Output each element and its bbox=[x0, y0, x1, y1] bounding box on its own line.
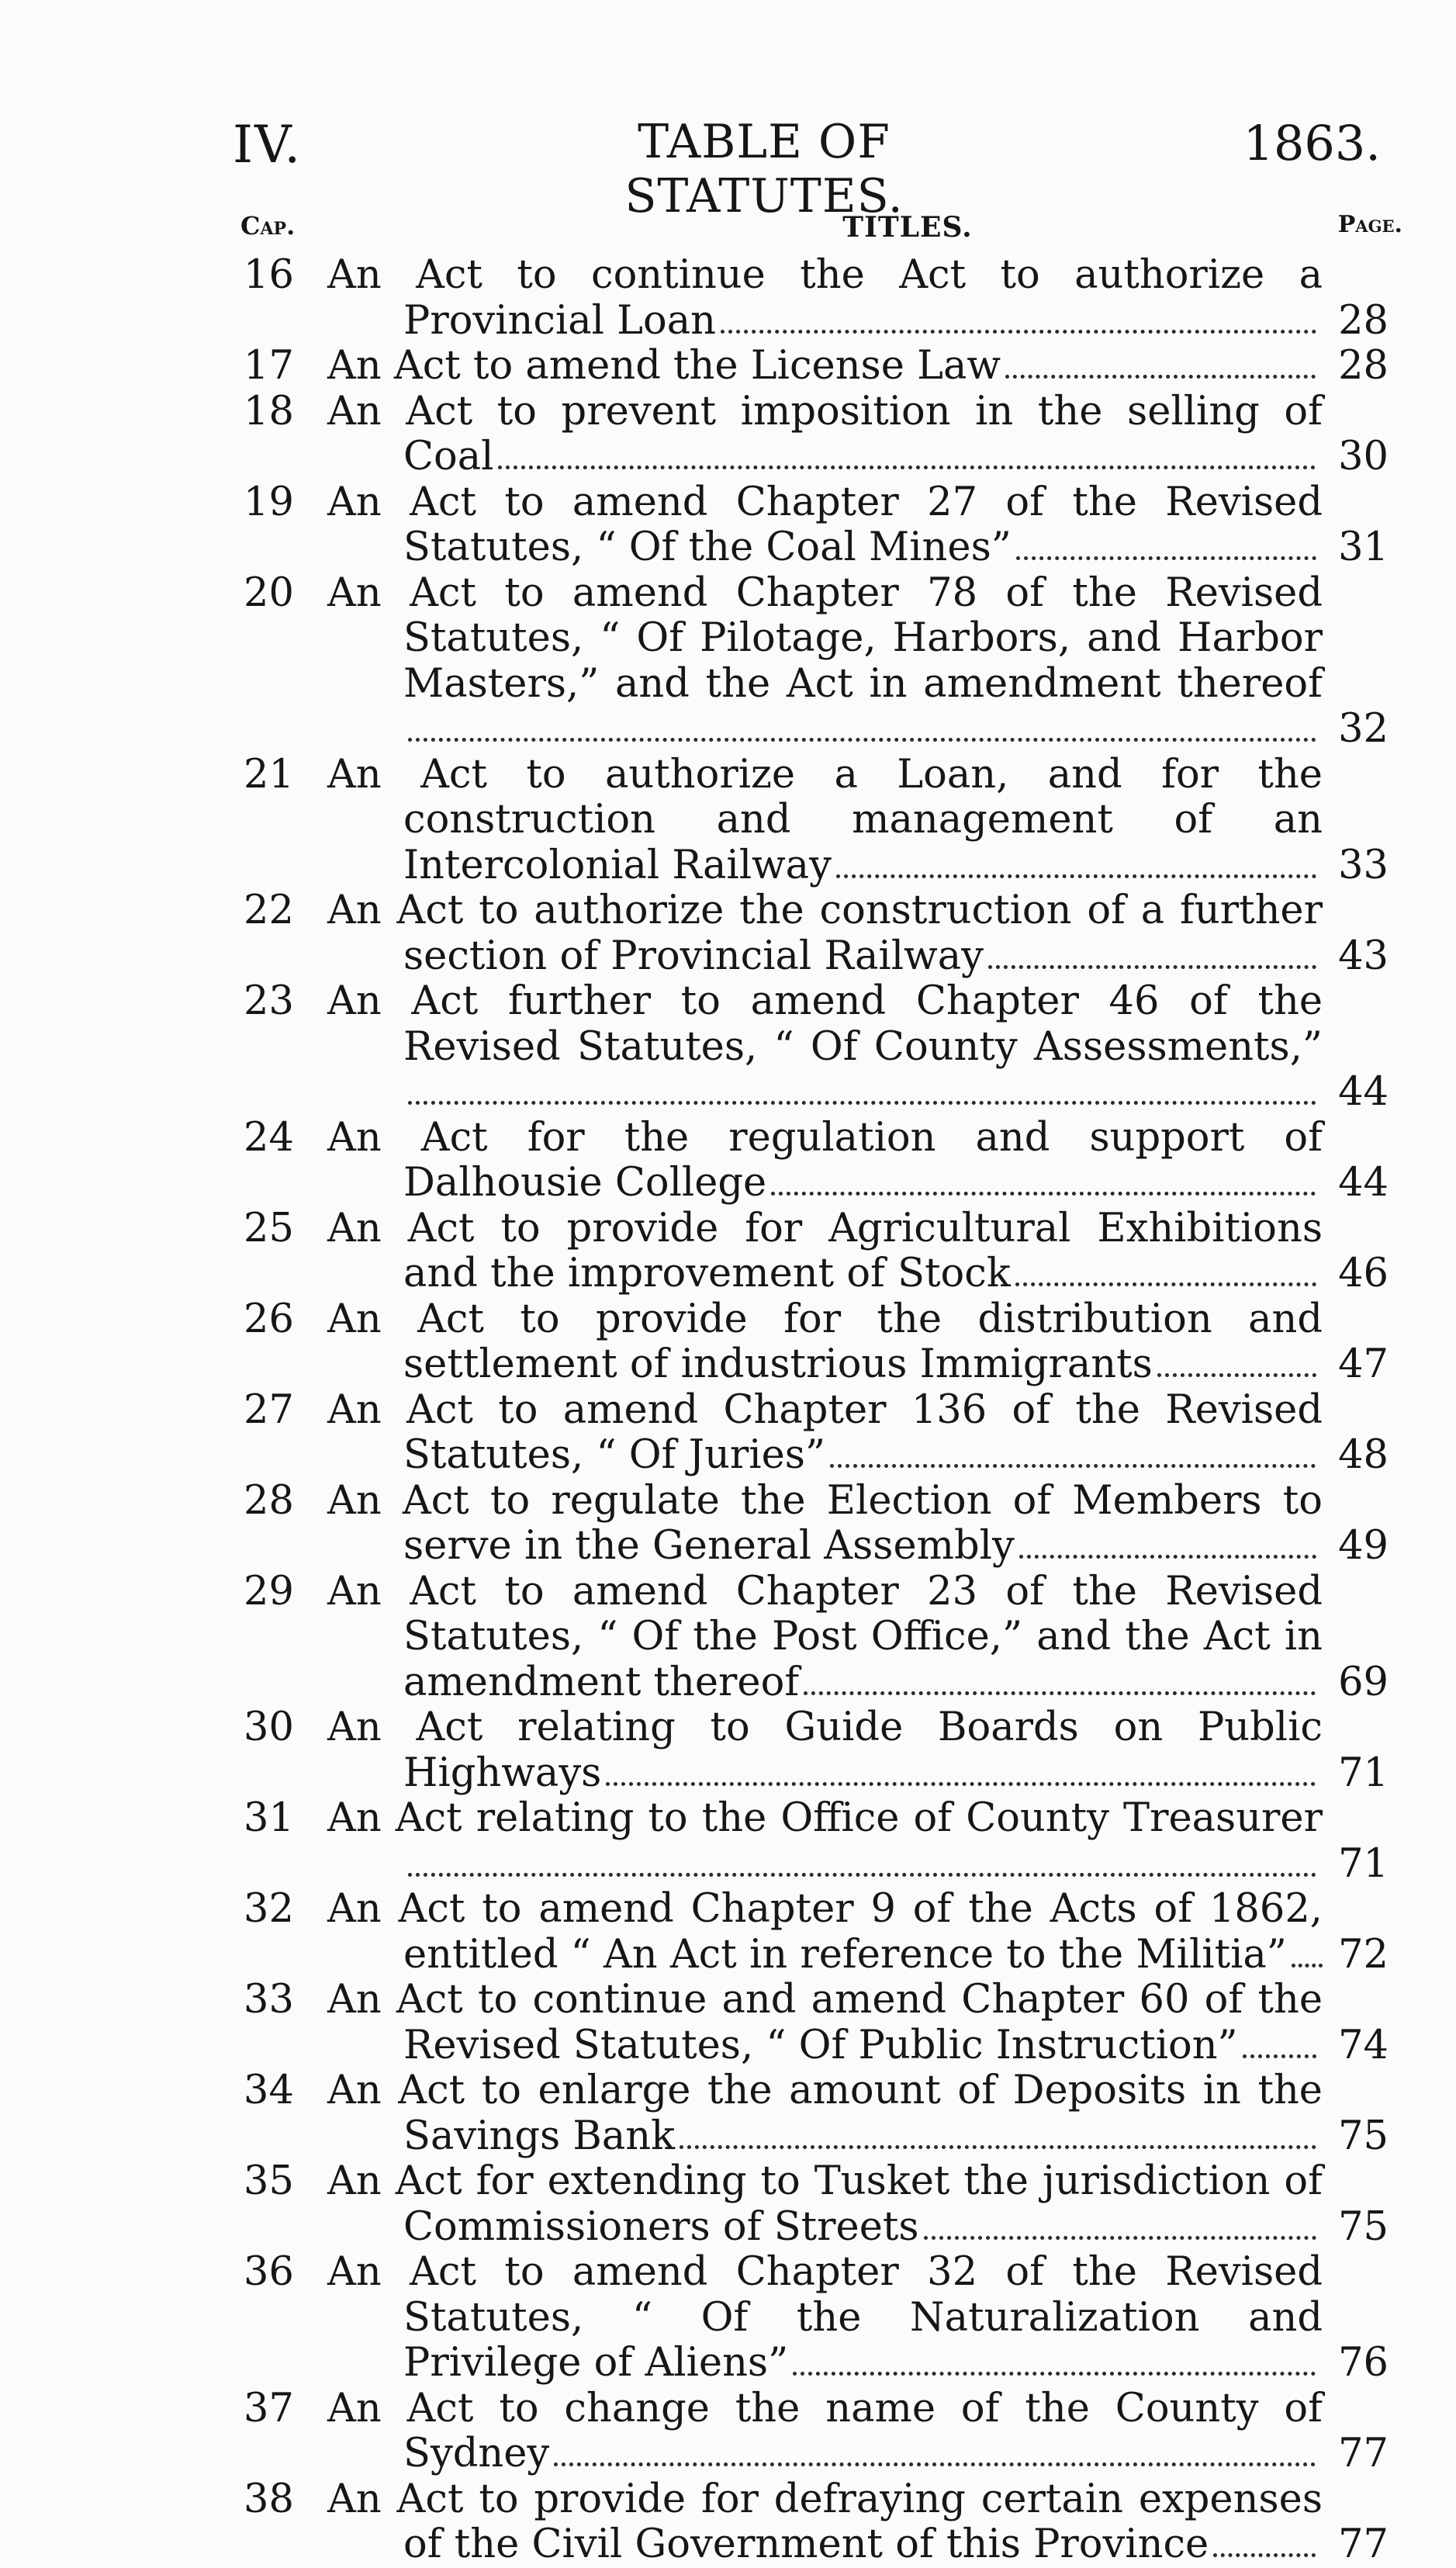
statute-entry bbox=[233, 1206, 1412, 1297]
running-head bbox=[233, 115, 1396, 223]
dot-leader bbox=[408, 1090, 1316, 1105]
chapter-number: 38 bbox=[244, 2476, 294, 2522]
page-number: 77 bbox=[1338, 2431, 1389, 2476]
statute-title: An Act for the regulation and support of Dalhousie College bbox=[327, 1114, 1323, 1206]
page-number: 75 bbox=[1338, 2113, 1389, 2159]
page-number: 28 bbox=[1338, 343, 1389, 389]
dot-leader bbox=[408, 727, 1316, 742]
statute-title: An Act to provide for the distribution and settlement of industrious Immigrants bbox=[327, 1296, 1323, 1387]
chapter-number: 25 bbox=[244, 1205, 294, 1251]
statute-title-line bbox=[327, 1116, 1323, 1206]
chapter-number: 21 bbox=[244, 751, 294, 798]
chapter-number: 37 bbox=[244, 2385, 294, 2431]
statute-entry bbox=[233, 888, 1412, 979]
statute-entry bbox=[233, 2386, 1412, 2477]
chapter-number: 18 bbox=[244, 388, 294, 434]
dot-leader bbox=[1019, 1544, 1316, 1559]
statute-title: An Act to amend Chapter 9 of the Acts of 1862, entitled “ An Act in reference to the Militia” bbox=[327, 1886, 1323, 1978]
dot-leader bbox=[498, 455, 1316, 469]
statute-entry bbox=[233, 571, 1412, 753]
statute-title: An Act to continue and amend Chapter 60 of the Revised Statutes, “ Of Public Instruction” bbox=[327, 1977, 1323, 2068]
statute-entry bbox=[233, 1705, 1412, 1796]
statute-title-line bbox=[327, 1479, 1323, 1570]
page-column-header: Page. bbox=[1337, 211, 1402, 238]
statute-list bbox=[233, 253, 1412, 2568]
dot-leader bbox=[680, 2134, 1316, 2149]
statute-entry bbox=[233, 1116, 1412, 1206]
page-number: 76 bbox=[1338, 2340, 1389, 2386]
year: 1863. bbox=[1243, 115, 1381, 171]
chapter-number: 31 bbox=[244, 1795, 294, 1841]
chapter-number: 26 bbox=[244, 1296, 294, 1342]
page-number: 72 bbox=[1338, 1931, 1389, 1978]
statute-title: An Act to change the name of the County of Sydney bbox=[327, 2385, 1323, 2476]
chapter-number: 17 bbox=[244, 343, 294, 389]
statute-entry bbox=[233, 2159, 1412, 2250]
statute-title: An Act to amend Chapter 136 of the Revised Statutes, “ Of Juries” bbox=[327, 1386, 1323, 1478]
dot-leader bbox=[924, 2225, 1316, 2240]
statute-title: An Act to provide for Agricultural Exhibitions and the improvement of Stock bbox=[327, 1205, 1323, 1296]
page-number: 71 bbox=[1338, 1840, 1389, 1887]
statute-title: An Act to amend Chapter 78 of the Revised Statutes, “ Of Pilotage, Harbors, and Harbor Masters,” and the Act in amendment thereof bbox=[327, 569, 1323, 707]
page-number: 33 bbox=[1338, 842, 1389, 888]
cap-column-header: Cap. bbox=[240, 211, 296, 241]
chapter-number: 36 bbox=[244, 2249, 294, 2295]
statute-entry bbox=[233, 1388, 1412, 1479]
chapter-number: 19 bbox=[244, 479, 294, 525]
statute-title-line bbox=[327, 2068, 1323, 2159]
statute-title: An Act relating to the Office of County Treasurer bbox=[327, 1795, 1323, 1841]
chapter-number: 28 bbox=[244, 1477, 294, 1524]
page-number: 47 bbox=[1338, 1341, 1389, 1387]
dot-leader bbox=[830, 1453, 1316, 1468]
statute-title-line bbox=[327, 1297, 1323, 1388]
statute-entry bbox=[233, 1887, 1412, 1978]
page-number: 71 bbox=[1338, 1749, 1389, 1796]
statute-title: An Act further to amend Chapter 46 of the Revised Statutes, “ Of County Assessments,” bbox=[327, 978, 1323, 1070]
statute-title: An Act to authorize the construction of a further section of Provincial Railway bbox=[327, 888, 1323, 979]
statute-entry bbox=[233, 389, 1412, 480]
dot-leader bbox=[721, 319, 1316, 334]
statute-title-line bbox=[327, 1796, 1323, 1887]
dot-leader bbox=[1157, 1362, 1316, 1377]
page-number: 49 bbox=[1338, 1523, 1389, 1569]
statute-title-line bbox=[327, 253, 1323, 344]
dot-leader bbox=[554, 2452, 1316, 2466]
statute-title: An Act to amend Chapter 23 of the Revised Statutes, “ Of the Post Office,” and the Act in amendment thereof bbox=[327, 1568, 1323, 1705]
statute-title-line bbox=[327, 753, 1323, 889]
dot-leader bbox=[771, 1181, 1316, 1196]
page-number: 75 bbox=[1338, 2203, 1389, 2250]
titles-column-header: TITLES. bbox=[842, 211, 973, 244]
statute-entry bbox=[233, 1479, 1412, 1570]
page-number: 44 bbox=[1338, 1069, 1389, 1115]
statute-entry bbox=[233, 1570, 1412, 1706]
statute-title-line bbox=[327, 480, 1323, 571]
page-number: 30 bbox=[1338, 434, 1389, 479]
statute-entry bbox=[233, 2068, 1412, 2159]
statute-title-line bbox=[327, 571, 1323, 753]
page-number: 69 bbox=[1338, 1659, 1389, 1705]
dot-leader bbox=[1015, 1272, 1316, 1286]
statute-title: An Act to enlarge the amount of Deposits in the Savings Bank bbox=[327, 2068, 1323, 2159]
statute-title: An Act to prevent imposition in the selling of Coal bbox=[327, 388, 1323, 479]
statute-entry bbox=[233, 1297, 1412, 1388]
page-number: 44 bbox=[1338, 1160, 1389, 1206]
statute-entry bbox=[233, 979, 1412, 1116]
page-number: 74 bbox=[1338, 2022, 1389, 2068]
dot-leader bbox=[836, 863, 1316, 878]
page-number: 28 bbox=[1338, 297, 1389, 344]
page-number: 77 bbox=[1338, 2521, 1389, 2567]
statute-title: An Act relating to Guide Boards on Public Highways bbox=[327, 1705, 1323, 1796]
statute-entry bbox=[233, 253, 1412, 344]
statute-title-line bbox=[327, 344, 1323, 389]
statute-title: An Act to regulate the Election of Members to serve in the General Assembly bbox=[327, 1477, 1323, 1569]
statute-title: An Act to provide for defraying certain expenses of the Civil Government of this Province bbox=[327, 2476, 1323, 2567]
dot-leader bbox=[988, 954, 1316, 969]
column-headers bbox=[233, 211, 1412, 250]
dot-leader bbox=[1213, 2542, 1316, 2557]
chapter-number: 32 bbox=[244, 1886, 294, 1932]
statute-title-line bbox=[327, 389, 1323, 480]
statute-title: An Act to amend the License Law bbox=[327, 343, 1001, 389]
page-number: 31 bbox=[1338, 524, 1389, 570]
chapter-number: 27 bbox=[244, 1386, 294, 1433]
chapter-number: 35 bbox=[244, 2158, 294, 2204]
page-title: TABLE OF STATUTES. bbox=[624, 115, 904, 223]
statute-title-line bbox=[327, 1570, 1323, 1706]
page-number: 43 bbox=[1338, 933, 1389, 979]
chapter-number: 22 bbox=[244, 888, 294, 933]
chapter-number: 24 bbox=[244, 1114, 294, 1161]
statute-title-line bbox=[327, 2477, 1323, 2568]
page-number: 32 bbox=[1338, 706, 1389, 752]
statute-title-line bbox=[327, 2159, 1323, 2250]
statute-entry bbox=[233, 1796, 1412, 1887]
statute-title: An Act to continue the Act to authorize a Provincial Loan bbox=[327, 252, 1323, 344]
statute-title-line bbox=[327, 2250, 1323, 2386]
statute-title-line bbox=[327, 1206, 1323, 1297]
dot-leader bbox=[1292, 1953, 1323, 1968]
dot-leader bbox=[793, 2361, 1316, 2376]
page-number: 46 bbox=[1338, 1251, 1389, 1296]
statute-title-line bbox=[327, 2386, 1323, 2477]
statute-entry bbox=[233, 753, 1412, 889]
statute-title: An Act to amend Chapter 27 of the Revised Statutes, “ Of the Coal Mines” bbox=[327, 479, 1323, 570]
section-numeral: IV. bbox=[233, 115, 303, 175]
statute-title-line bbox=[327, 1887, 1323, 1978]
statute-title-line bbox=[327, 1978, 1323, 2068]
dot-leader bbox=[1005, 364, 1316, 379]
statute-entry bbox=[233, 2477, 1412, 2568]
chapter-number: 16 bbox=[244, 252, 294, 298]
statute-title-line bbox=[327, 888, 1323, 979]
dot-leader bbox=[408, 1862, 1316, 1877]
statute-title: An Act for extending to Tusket the jurisdiction of Commissioners of Streets bbox=[327, 2158, 1323, 2250]
statute-entry bbox=[233, 344, 1412, 389]
chapter-number: 34 bbox=[244, 2068, 294, 2113]
chapter-number: 23 bbox=[244, 978, 294, 1024]
statute-title: An Act to authorize a Loan, and for the construction and management of an Intercolonial Railway bbox=[327, 751, 1323, 888]
chapter-number: 30 bbox=[244, 1705, 294, 1750]
statute-title-line bbox=[327, 979, 1323, 1116]
chapter-number: 29 bbox=[244, 1568, 294, 1615]
dot-leader bbox=[606, 1771, 1316, 1786]
statute-title-line bbox=[327, 1388, 1323, 1479]
dot-leader bbox=[1243, 2044, 1316, 2058]
statute-title-line bbox=[327, 1705, 1323, 1796]
statute-entry bbox=[233, 480, 1412, 571]
statute-entry bbox=[233, 2250, 1412, 2386]
chapter-number: 20 bbox=[244, 569, 294, 616]
page-number: 48 bbox=[1338, 1432, 1389, 1478]
dot-leader bbox=[804, 1680, 1316, 1695]
dot-leader bbox=[1016, 545, 1316, 560]
statute-entry bbox=[233, 1978, 1412, 2068]
chapter-number: 33 bbox=[244, 1977, 294, 2023]
statute-title: An Act to amend Chapter 32 of the Revised Statutes, “ Of the Naturalization and Privilege of Aliens” bbox=[327, 2249, 1323, 2386]
